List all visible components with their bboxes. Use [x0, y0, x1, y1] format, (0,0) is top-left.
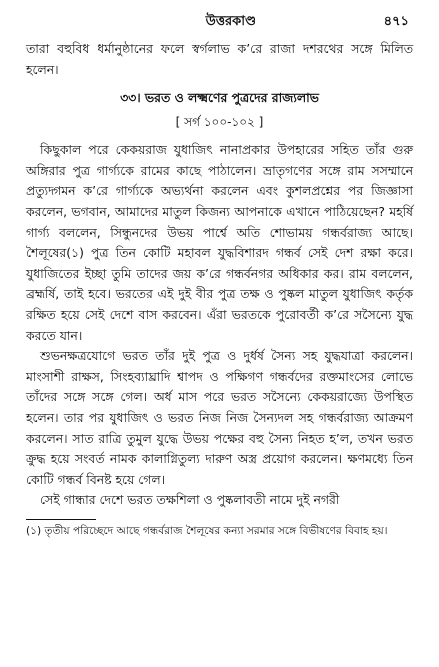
page-number: ৪৭১ — [383, 14, 409, 29]
running-title: উত্তরকাণ্ড — [205, 14, 257, 29]
footnote: (১) তৃতীয় পরিচ্ছেদে আছে গন্ধর্বরাজ শৈলূষের কন্যা সরমার সঙ্গে বিভীষণের বিবাহ হয়। — [26, 524, 388, 537]
section-heading: ৩৩। ভরত ও লক্ষ্মণের পুত্রদের রাজ্যলাভ — [120, 90, 319, 106]
paragraph: সেই গান্ধার দেশে ভরত তক্ষশিলা ও পুষ্কলাবতী নামে দুই নগরী — [40, 492, 340, 508]
paragraph: শুভনক্ষত্রযোগে ভরত তাঁর দুই পুত্র ও দুর্ধর্ষ সৈন্য সহ যুদ্ধযাত্রা করলেন। মাংসাশী রাক্ষস, সিংহব্যাঘ্রাদি শ্বাপদ ও পক্ষিগণ গন্ধর্বদের রক্তমাংসের লোভে তাঁদের সঙ্গে সঙ্গে গেল। অর্ধ মাস পরে ভরত সসৈন্যে কেকয়রাজ্যে উপস্থিত হলেন। তার পর যুধাজিৎ ও ভরত নিজ নিজ সৈন্যদল সহ গন্ধর্বরাজ্য আক্রমণ করলেন। সাত রাত্রি তুমুল যুদ্ধে উভয় পক্ষের বহু সৈন্য নিহত হ’ল, তখন ভরত ক্রুদ্ধ হয়ে সংবর্ত নামক কালাগ্নিতুল্য দারুণ অস্ত্র প্রয়োগ করলেন। ক্ষণমধ্যে তিন কোটি গন্ধর্ব বিনষ্ট হয়ে গেল। — [26, 348, 413, 487]
running-header — [26, 10, 413, 39]
footnote-divider — [26, 519, 96, 520]
paragraph: কিছুকাল পরে কেকয়রাজ যুধাজিৎ নানাপ্রকার উপহারের সহিত তাঁর গুরু অঙ্গিরার পুত্র গার্গ্যকে রামের কাছে পাঠালেন। ভ্রাতৃগণের সঙ্গে রাম সসম্মানে প্রত্যুদ্গমন ক’রে গার্গ্যকে অভ্যর্থনা করলেন এবং কুশলপ্রশ্নের পর জিজ্ঞাসা করলেন, ভগবান, আমাদের মাতুল কিজন্য আপনাকে এখানে পাঠিয়েছেন? মহর্ষি গার্গ্য বললেন, সিন্ধুনদের উভয় পার্শ্বে অতি শোভাময় গন্ধর্বরাজ্য আছে। শৈলূষের(১) পুত্র তিন কোটি মহাবল যুদ্ধবিশারদ গন্ধর্ব সেই দেশ রক্ষা করে। যুধাজিতের ইচ্ছা তুমি তাদের জয় ক’রে গন্ধর্বনগর অধিকার কর। রাম বললেন, ব্রহ্মর্ষি, তাই হবে। ভরতের এই দুই বীর পুত্র তক্ষ ও পুষ্কল মাতুল যুধাজিৎ কর্তৃক রক্ষিত হয়ে সেই দেশে বাস করবেন। এঁরা ভরতকে পুরোবর্তী ক’রে সসৈন্যে যুদ্ধ করতে যান। — [26, 142, 413, 343]
sarga-range: [ সর্গ ১০০-১০২ ] — [175, 115, 264, 130]
paragraph-continued: তারা বহুবিধ ধর্মানুষ্ঠানের ফলে স্বর্গলাভ ক’রে রাজা দশরথের সঙ্গে মিলিত হলেন। — [26, 41, 413, 77]
